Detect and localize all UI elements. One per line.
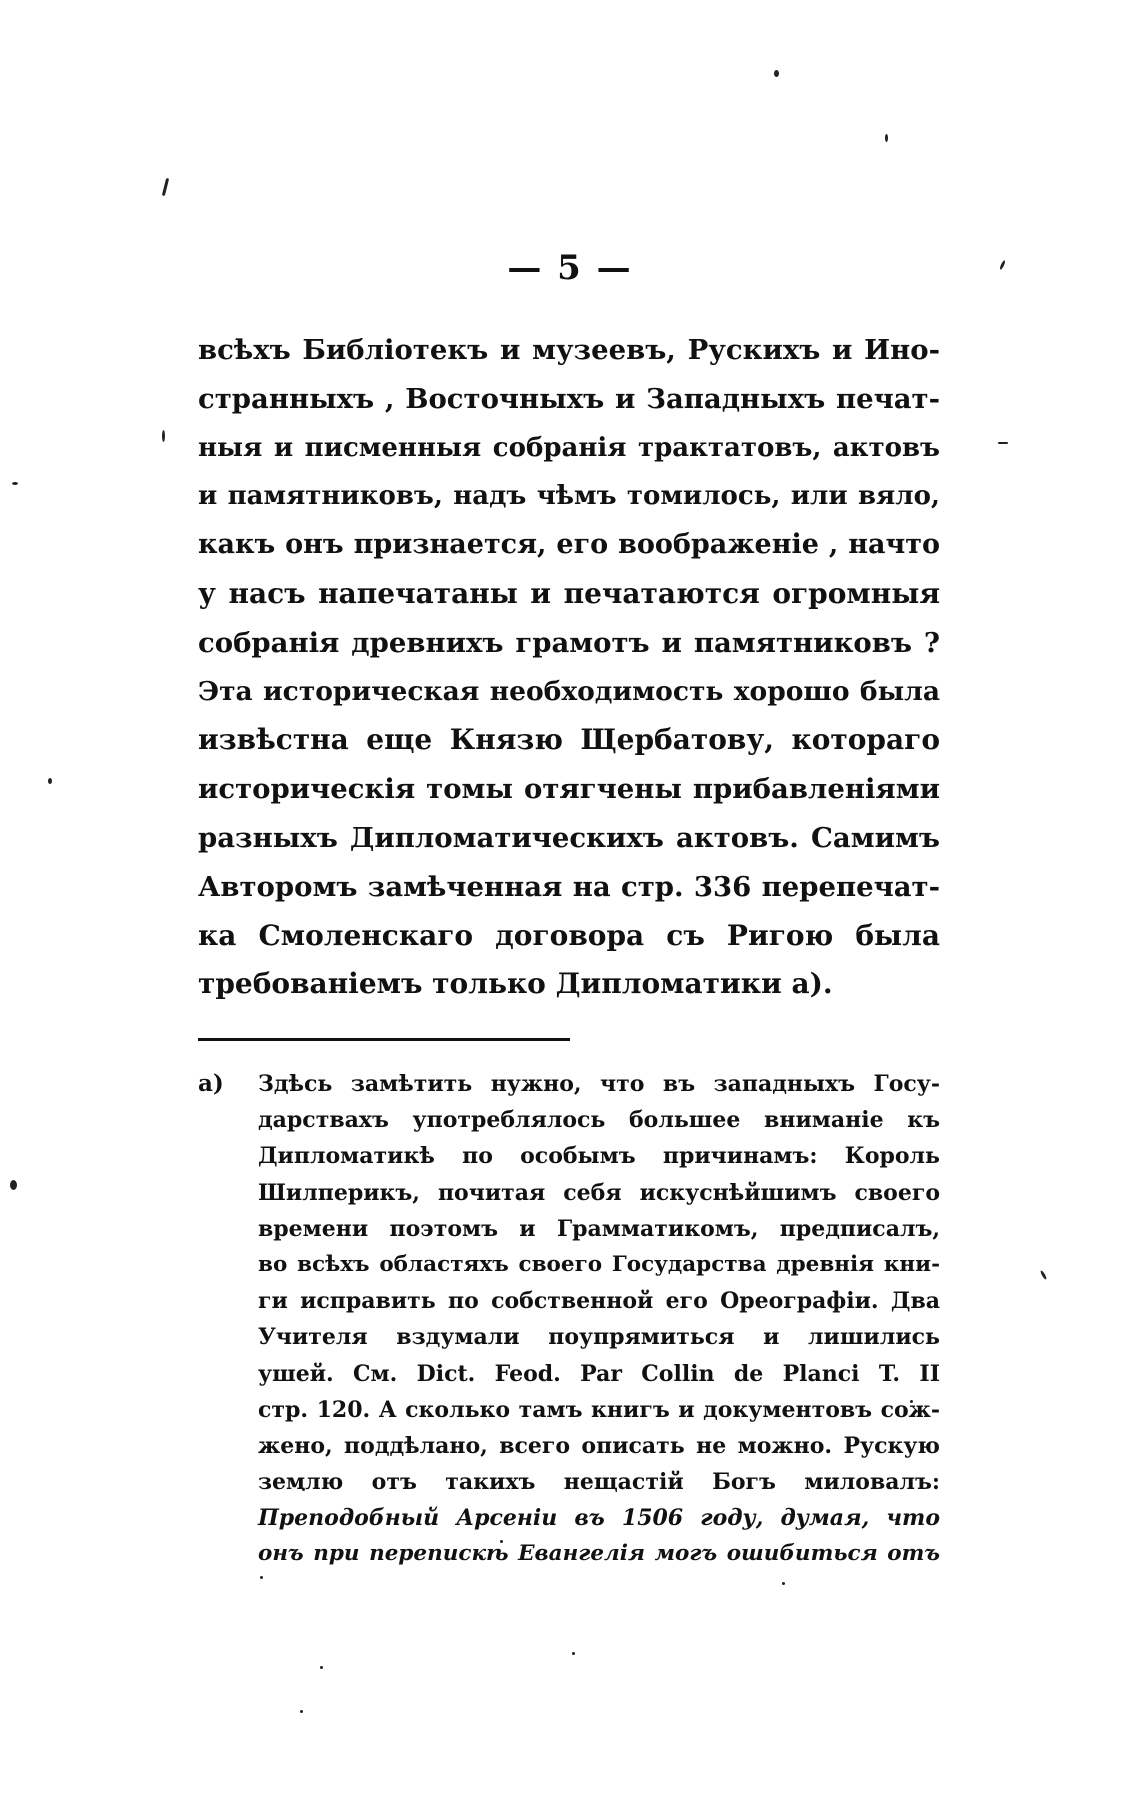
footnote-line: Учителя вздумали поупрямиться и лишились	[258, 1324, 940, 1351]
footnote-line: онъ при перепискѣ Евангелія могъ ошибиться отъ	[258, 1541, 940, 1567]
scan-speck	[320, 1666, 323, 1669]
scan-speck	[782, 1582, 785, 1585]
footnote-text	[258, 1066, 940, 1573]
footnote-line: Преподобный Арсеніи въ 1506 году, думая, что	[258, 1505, 940, 1532]
scan-speck	[885, 134, 888, 142]
scan-speck	[48, 778, 52, 784]
scan-speck	[162, 430, 165, 442]
text-line: Авторомъ замѣченная на стр. 336 перепечат-	[198, 870, 940, 903]
text-line: собранія древнихъ грамотъ и памятниковъ ?	[198, 626, 940, 659]
scan-speck	[998, 442, 1008, 444]
footnote-line: дарствахъ употреблялось большее вниманіе къ	[258, 1107, 940, 1134]
text-line: Эта историческая необходимость хорошо была	[198, 675, 940, 707]
text-line: и памятниковъ, надъ чѣмъ томилось, или вяло,	[198, 481, 940, 512]
footnote-line: Здѣсь замѣтить нужно, что въ западныхъ Госу-	[258, 1071, 940, 1097]
text-line: у насъ напечатаны и печатаются огромныя	[198, 576, 940, 610]
scan-speck	[300, 1710, 303, 1713]
text-line: всѣхъ Библіотекъ и музеевъ, Рускихъ и Ино-	[198, 334, 940, 366]
text-line: ка Смоленскаго договора съ Ригою была	[198, 918, 940, 952]
footnote-line: времени поэтомъ и Грамматикомъ, предписалъ,	[258, 1215, 940, 1242]
footnote-line: землю отъ такихъ нещастій Богъ миловалъ:	[258, 1469, 940, 1496]
text-line: ныя и писменныя собранія трактатовъ, актовъ	[198, 432, 940, 463]
footnote-line: во всѣхъ областяхъ своего Государства древнія кни-	[258, 1251, 940, 1277]
scan-speck	[162, 178, 169, 196]
footnote-line: ушей. См. Dict. Feod. Par Collin de Planci T. II	[258, 1360, 940, 1387]
text-line: странныхъ , Восточныхъ и Западныхъ печат-	[198, 382, 940, 415]
text-line: разныхъ Дипломатическихъ актовъ. Самимъ	[198, 821, 940, 854]
scan-speck	[572, 1652, 575, 1655]
main-text	[198, 326, 940, 1009]
text-line: историческія томы отягчены прибавленіями	[198, 773, 940, 806]
footnote-marker: а)	[198, 1070, 224, 1097]
footnote-line: стр. 120. А сколько тамъ книгъ и документовъ сож-	[258, 1396, 940, 1423]
footnote-divider	[198, 1038, 570, 1041]
footnote-line: Дипломатикѣ по особымъ причинамъ: Король	[258, 1143, 940, 1170]
scan-speck	[260, 1576, 263, 1579]
scan-speck	[10, 1180, 17, 1190]
scan-speck	[774, 70, 779, 77]
text-line: требованіемъ только Дипломатики а).	[198, 967, 833, 1001]
scan-speck	[12, 482, 18, 485]
footnote-line: жено, поддѣлано, всего описать не можно. Рускую	[258, 1432, 940, 1459]
scan-speck	[1040, 1270, 1048, 1280]
page-number: — 5 —	[507, 248, 633, 288]
text-line: извѣстна еще Князю Щербатову, котораго	[198, 723, 940, 757]
text-line: какъ онъ признается, его воображеніе , начто	[198, 529, 940, 561]
footnote-line: ги исправить по собственной его Ореографіи. Два	[258, 1288, 940, 1315]
footnote-line: Шилперикъ, почитая себя искуснѣйшимъ своего	[258, 1179, 940, 1206]
